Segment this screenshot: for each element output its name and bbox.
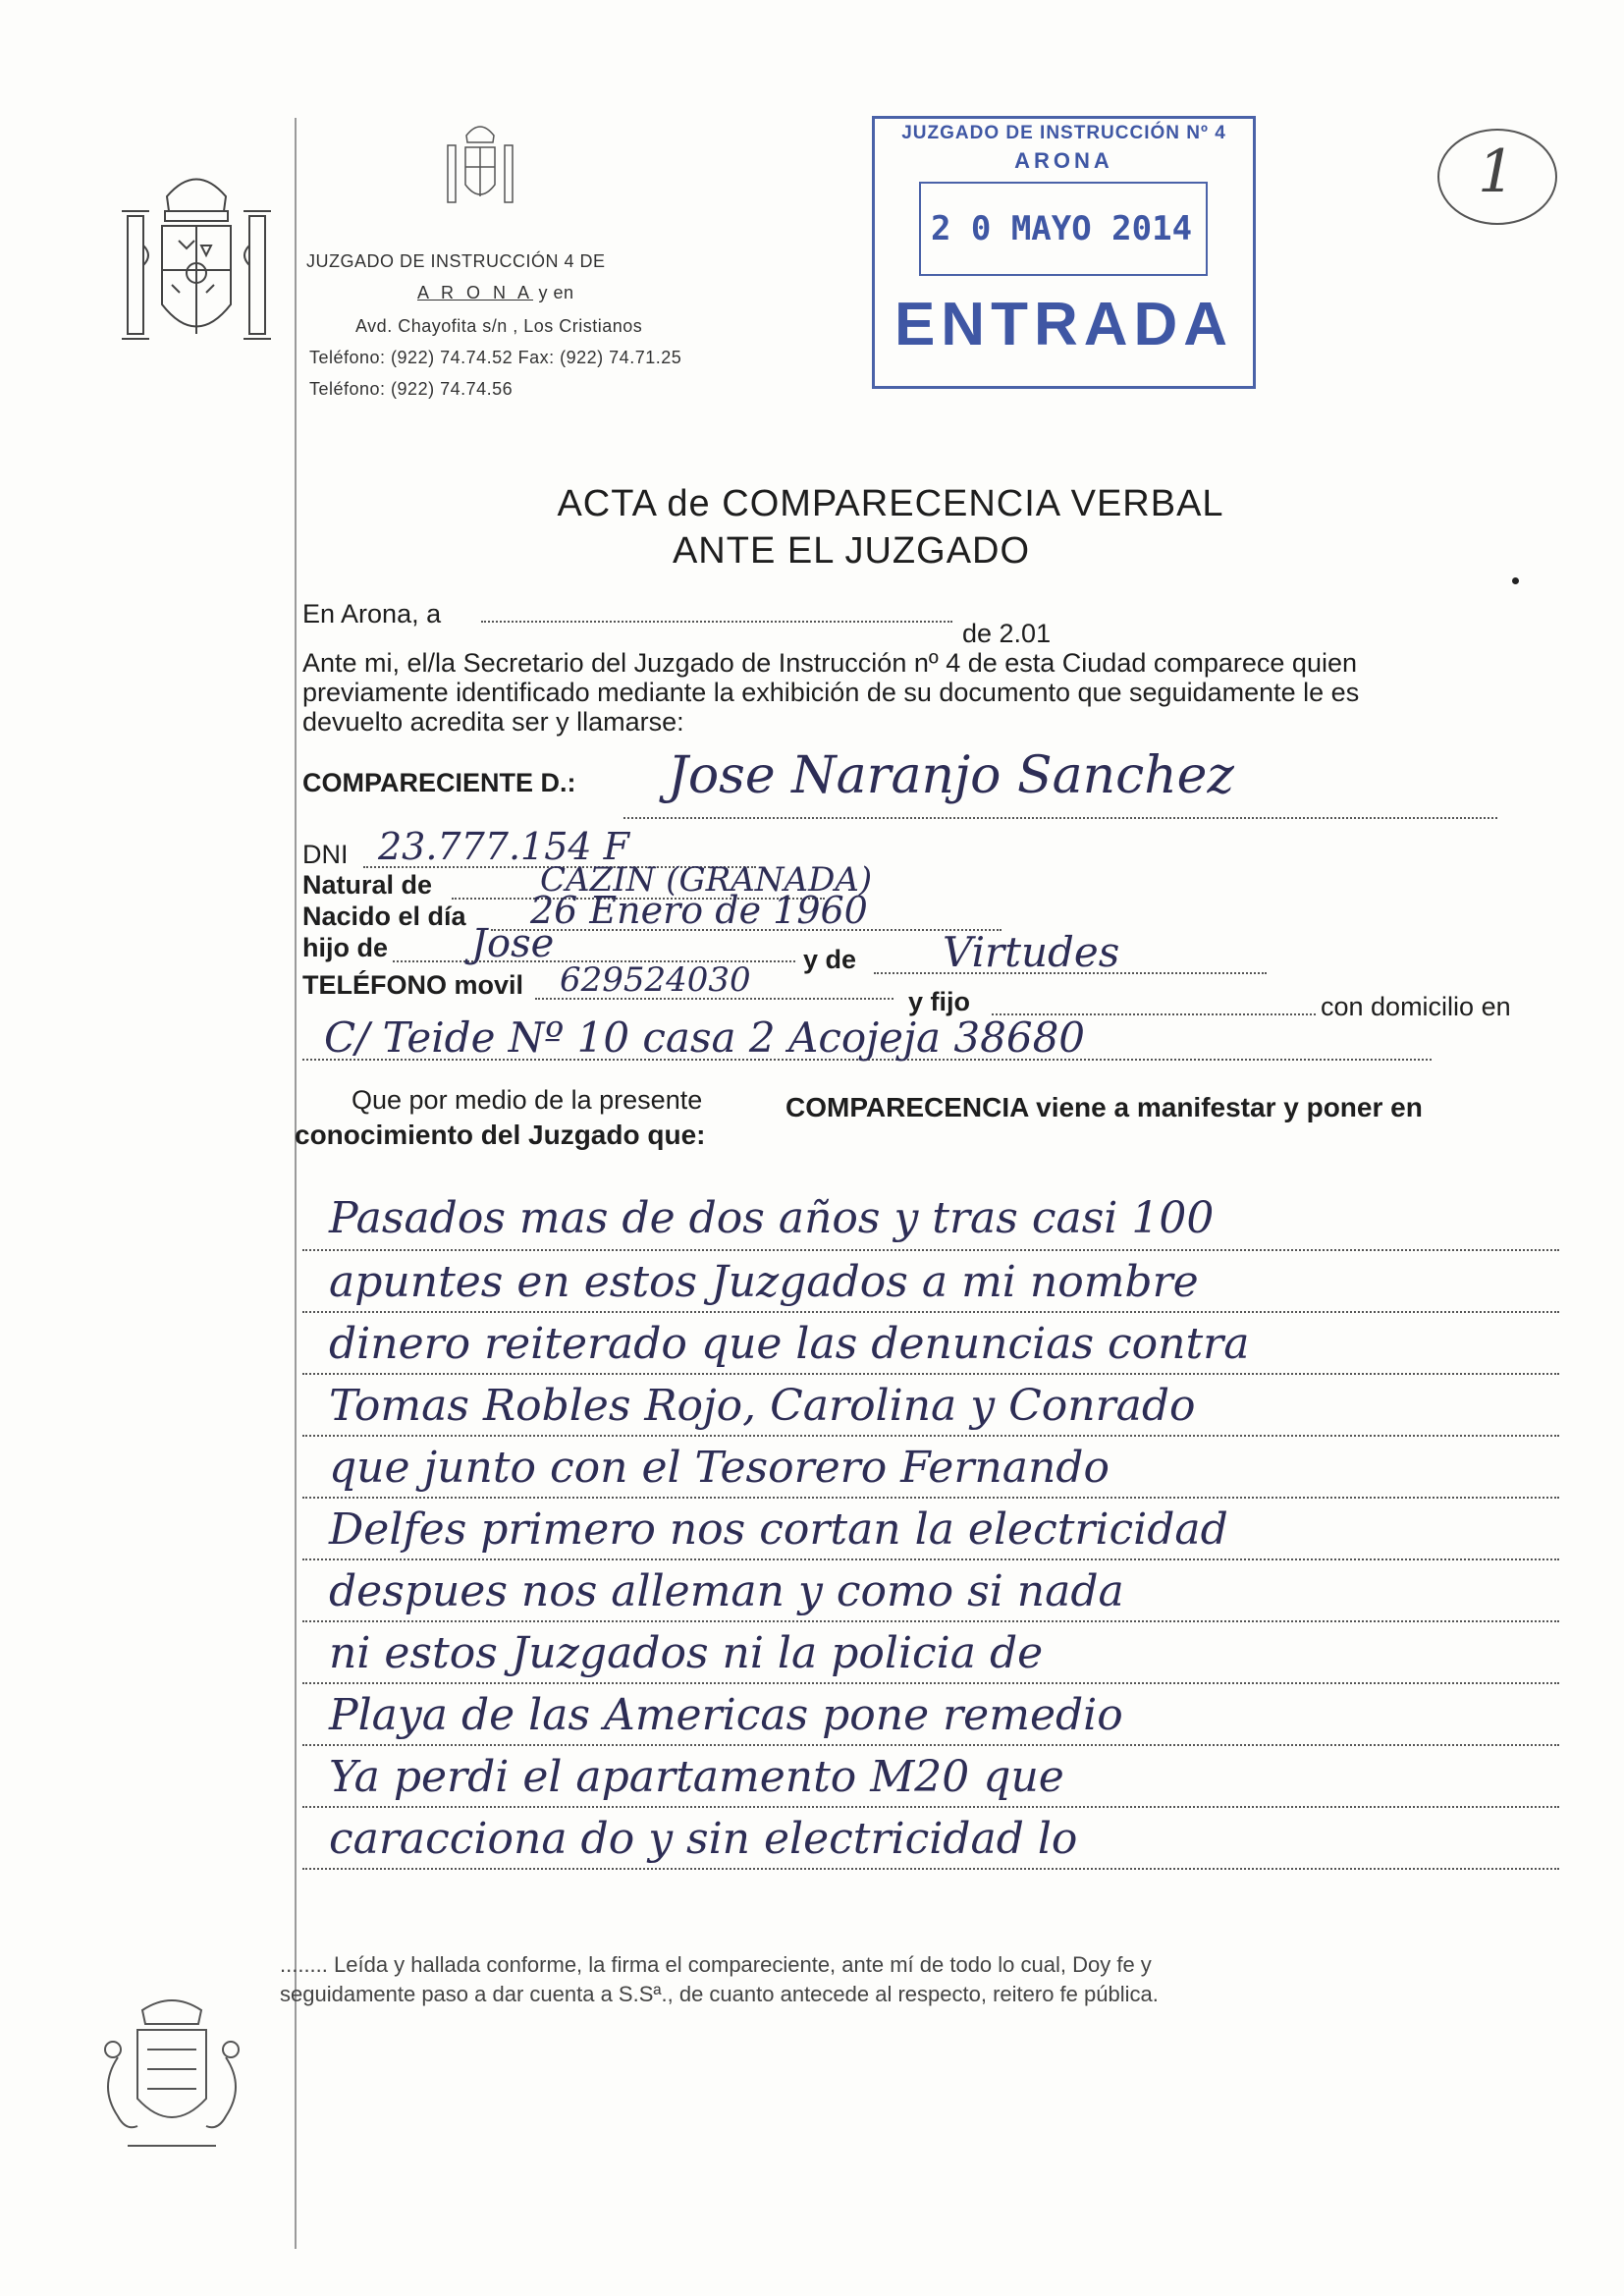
footer-line-2: seguidamente paso a dar cuenta a S.Sª., de cuanto antecede al respecto, reitero fe pública. (280, 1982, 1159, 2006)
court-name: JUZGADO DE INSTRUCCIÓN 4 DE (306, 251, 606, 271)
statement-line: ni estos Juzgados ni la policia de (329, 1628, 1044, 1678)
small-coat-of-arms-icon (442, 116, 518, 214)
margin-line (295, 118, 297, 2249)
place-prefix: En Arona, a (302, 599, 442, 629)
court-town: A R O N A (417, 283, 534, 302)
stamp-date: 2 0 MAYO 2014 (930, 209, 1193, 248)
page-mark: 1 (1478, 137, 1516, 206)
statement-line: dinero reiterado que las denuncias contra (329, 1319, 1250, 1369)
entry-stamp (872, 116, 1256, 389)
domicilio-label: con domicilio en (1321, 992, 1511, 1021)
document-subtitle: ANTE EL JUZGADO (672, 530, 1031, 572)
intro-line-1: Ante mi, el/la Secretario del Juzgado de Instrucción nº 4 de esta Ciudad comparece quien (302, 648, 1357, 678)
ink-dot (1512, 577, 1519, 584)
court-town-suffix: y en (538, 283, 574, 302)
document-title: ACTA de COMPARECENCIA VERBAL (557, 483, 1224, 524)
statement-line: Pasados mas de dos años y tras casi 100 (329, 1193, 1215, 1243)
hijo-value: Jose (471, 921, 555, 966)
statement-line: despues nos alleman y como si nada (329, 1566, 1124, 1616)
compareciente-label: COMPARECIENTE D.: (302, 768, 576, 797)
statement-line: Tomas Robles Rojo, Carolina y Conrado (329, 1381, 1196, 1431)
dni-label: DNI (302, 840, 349, 869)
footer-line-1: ........ Leída y hallada conforme, la firma el compareciente, ante mí de todo lo cual, Doy fe y (280, 1952, 1152, 1977)
court-phone-fax: Teléfono: (922) 74.74.52 Fax: (922) 74.71.25 (309, 348, 682, 367)
statement-line: apuntes en estos Juzgados a mi nombre (329, 1257, 1199, 1307)
spain-coat-of-arms-icon (108, 157, 285, 363)
statement-line: que junto con el Tesorero Fernando (329, 1443, 1110, 1493)
telefono-value: 629524030 (560, 960, 751, 1000)
natural-value: CAZIN (GRANADA) (540, 860, 873, 900)
statement-line: caracciona do y sin electricidad lo (329, 1814, 1078, 1864)
statement-line: Playa de las Americas pone remedio (329, 1690, 1123, 1740)
telefono-label: TELÉFONO movil (302, 970, 524, 1000)
statement-intro-a: Que por medio de la presente (352, 1085, 703, 1115)
statement-intro-c: conocimiento del Juzgado que: (295, 1120, 706, 1150)
nacido-label: Nacido el día (302, 902, 466, 931)
intro-line-3: devuelto acredita ser y llamarse: (302, 707, 684, 737)
domicilio-value: C/ Teide Nº 10 casa 2 Acojeja 38680 (324, 1013, 1086, 1062)
y-de-value: Virtudes (943, 928, 1120, 976)
canary-coat-of-arms-icon (88, 1989, 255, 2165)
natural-label: Natural de (302, 870, 433, 900)
statement-line: Delfes primero nos cortan la electricidad (329, 1504, 1228, 1555)
compareciente-value: Jose Naranjo Sanchez (668, 746, 1234, 805)
statement-line: Ya perdi el apartamento M20 que (329, 1752, 1064, 1802)
stamp-label: ENTRADA (893, 291, 1234, 358)
year-text: de 2.01 (962, 619, 1052, 648)
intro-line-2: previamente identificado mediante la exhibición de su documento que seguidamente le es (302, 678, 1360, 707)
hijo-label: hijo de (302, 933, 388, 962)
statement-intro-b: COMPARECENCIA viene a manifestar y poner en (785, 1092, 1423, 1122)
court-address: Avd. Chayofita s/n , Los Cristianos (355, 316, 643, 336)
y-de-label: y de (803, 945, 857, 974)
dni-value: 23.777.154 F (378, 825, 630, 868)
date-dots (481, 621, 952, 623)
stamp-court: JUZGADO DE INSTRUCCIÓN Nº 4 (901, 123, 1226, 143)
stamp-town: ARONA (1014, 148, 1113, 173)
fijo-label: y fijo (908, 987, 971, 1016)
court-phone-2: Teléfono: (922) 74.74.56 (309, 379, 514, 399)
nacido-value: 26 Enero de 1960 (530, 889, 868, 932)
